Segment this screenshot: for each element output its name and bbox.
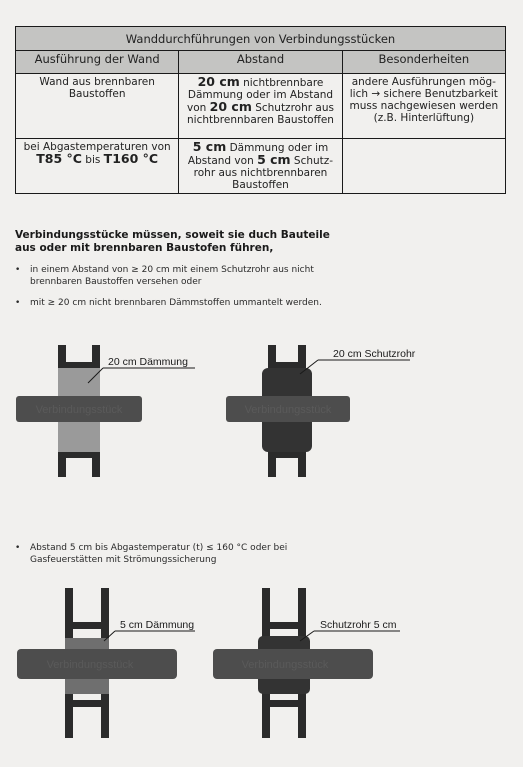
- distance-value: 5 cm: [192, 139, 227, 154]
- wall-frame-top: [66, 362, 92, 368]
- header-distance: Abstand: [179, 51, 342, 74]
- diagram-label: Schutzrohr 5 cm: [320, 619, 397, 631]
- temperature-text: bis: [81, 154, 104, 166]
- distance-value: 20 cm: [209, 99, 252, 114]
- wall-frame-top: [270, 622, 298, 629]
- distance-text: Schutzrohr aus nichtbrennbaren Baustoffen: [187, 102, 334, 126]
- distance-value: 20 cm: [197, 74, 240, 89]
- wall-frame-top: [276, 362, 298, 368]
- distance-text: Dämmung oder im Abstand von: [187, 142, 329, 167]
- distance-value: 5 cm: [257, 152, 291, 167]
- bullet-text: in einem Abstand von ≥ 20 cm mit einem Schutzrohr aus nicht brennbaren Baustoffen versehen oder: [30, 265, 314, 287]
- diagram-protective-tube-5cm: [213, 588, 400, 738]
- distance-text: Schutz-rohr aus nichtbrennbaren Baustoffen: [193, 155, 334, 191]
- diagram-label: 20 cm Dämmung: [108, 356, 188, 368]
- bullet-mark: •: [15, 298, 21, 308]
- pipe-label: Verbindungsstück: [35, 404, 123, 416]
- cell-special-notes: andere Ausführungen mög-lich → sichere Benutzbarkeit muss nachgewiesen werden (z.B. Hinterlüftung): [342, 74, 505, 139]
- wall-frame-bottom: [73, 700, 101, 707]
- header-wall-type: Ausführung der Wand: [16, 51, 179, 74]
- cell-wall-type: Wand aus brennbaren Baustoffen: [16, 74, 179, 139]
- intro-heading: Verbindungsstücke müssen, soweit sie duch Bauteile aus oder mit brennbaren Baustofen führen,: [15, 229, 330, 254]
- wall-frame-bottom: [66, 452, 92, 458]
- bullet-text: mit ≥ 20 cm nicht brennbaren Dämmstoffen ummantelt werden.: [30, 298, 322, 308]
- diagram-label: 20 cm Schutzrohr: [333, 348, 416, 360]
- wall-frame-bottom: [276, 452, 298, 458]
- pipe-label: Verbindungsstück: [241, 659, 329, 671]
- bullet-text: Abstand 5 cm bis Abgastemperatur (t) ≤ 160 °C oder bei Gasfeuerstätten mit Strömungssicherung: [30, 543, 288, 565]
- wall-frame-top: [73, 622, 101, 629]
- bullet-mark: •: [15, 543, 21, 553]
- diagram-insulation-20cm: [16, 345, 195, 477]
- temperature-text: bei Abgastemperaturen von: [23, 141, 171, 153]
- distance-text: nichtbrennbare Dämmung oder im Abstand von: [187, 77, 334, 114]
- pipe-label: Verbindungsstück: [46, 659, 134, 671]
- diagram-label: 5 cm Dämmung: [120, 619, 195, 631]
- pipe-label: Verbindungsstück: [244, 404, 332, 416]
- diagram-insulation-5cm: [17, 588, 195, 738]
- table-title: Wanddurchführungen von Verbindungsstücken: [16, 27, 506, 51]
- wall-frame-bottom: [270, 700, 298, 707]
- temperature-min: T85 °C: [36, 151, 82, 166]
- bullet-mark: •: [15, 265, 21, 275]
- header-special-notes: Besonderheiten: [342, 51, 505, 74]
- temperature-max: T160 °C: [103, 151, 159, 166]
- diagram-protective-tube-20cm: [226, 345, 416, 477]
